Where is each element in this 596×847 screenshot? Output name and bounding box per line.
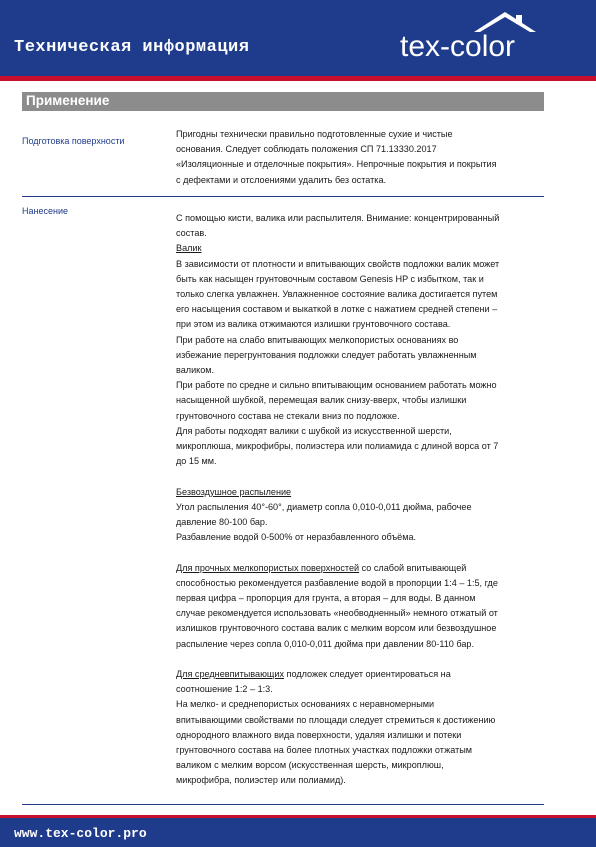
surface-prep-text: [176, 127, 546, 188]
divider: [22, 804, 544, 805]
text-line: соотношение 1:2 – 1:3.: [176, 684, 273, 695]
footer-accent-line: [0, 815, 596, 818]
text-line: С помощью кисти, валика или распылителя. Внимание: концентрированный: [176, 213, 500, 223]
divider: [22, 196, 544, 197]
text-line: грунтовочного состава не стекали вниз по подложке.: [176, 410, 400, 421]
text-line: «Изоляционные и отделочные покрытия». Непрочные покрытия и покрытия: [176, 159, 497, 170]
logo-text: tex-color: [400, 30, 516, 63]
text-line: случае рекомендуется использовать «необводненный» немного отжатый от: [176, 608, 498, 619]
label-surface-prep: Подготовка поверхности: [22, 136, 125, 146]
text-line: его насыщения составом и выкаткой в лотке с нажатием средней степени –: [176, 304, 498, 315]
page-footer: [0, 815, 596, 847]
text-line: Пригодны технически правильно подготовленные сухие и чистые: [176, 129, 453, 139]
text-line: Угол распыления 40°-60°, диаметр сопла 0,010-0,011 дюйма, рабочее: [176, 501, 472, 512]
text-line: При работе по средне и сильно впитывающим основанием работать можно: [176, 380, 497, 391]
text-line: грунтовочного состава на более плотных участках подложки отжатым: [176, 745, 473, 756]
text-line: насыщенной шубкой, перемещая валик снизу-вверх, чтобы излишки: [176, 395, 467, 406]
dense-heading: Для прочных мелкопористых поверхностей: [176, 562, 360, 573]
text-line: В зависимости от плотности и впитывающих свойств подложки валик может: [176, 258, 500, 269]
text-line: Разбавление водой 0-500% от неразбавленного объёма.: [176, 532, 417, 543]
text-line: при этом из валика отжимаются излишки грунтовочного состава.: [176, 319, 451, 330]
text-line: основания. Следует соблюдать положения СП 71.13330.2017: [176, 144, 437, 155]
text-line: состав.: [176, 228, 207, 239]
medium-heading: Для средневпитывающих: [176, 669, 285, 680]
text-line: На мелко- и среднепористых основаниях с неравномерными: [176, 699, 435, 710]
footer-website-link[interactable]: www.tex-color.pro: [14, 826, 147, 841]
text-line: впитывающими свойствами по площади следует стремиться к достижению: [176, 714, 496, 725]
text-line: однородного влажного вида поверхности, удаляя излишки и потеки: [176, 729, 462, 740]
text-line: микрофибра, полиэстер или полиамид).: [176, 775, 346, 786]
dense-surface-line: [176, 561, 546, 576]
medium-surface-line: [176, 667, 546, 682]
text-line: распыление через сопла 0,010-0,011 дюйма при давлении 80-110 бар.: [176, 638, 474, 649]
text-line: только слегка увлажнен. Увлажненное состояние валика достигается путем: [176, 289, 498, 300]
text-line: При работе на слабо впитывающих мелкопористых основаниях во: [176, 334, 459, 345]
text-line: излишков грунтовочного состава валик с мелким ворсом или безвоздушное: [176, 623, 497, 634]
text-line: валиком.: [176, 365, 215, 376]
roller-heading: Валик: [176, 243, 202, 254]
medium-line-rest: подложек следует ориентироваться на: [284, 669, 451, 680]
text-line: с дефектами и отслоениями удалить без остатка.: [176, 174, 387, 185]
text-line: до 15 мм.: [176, 456, 217, 467]
text-line: избежание перегрунтования подложки следует работать увлажненным: [176, 349, 477, 360]
dense-line-rest: со слабой впитывающей: [359, 562, 467, 573]
page-title: Техническая информация: [14, 38, 250, 57]
header-accent-line: [0, 76, 596, 81]
text-line: давление 80-100 бар.: [176, 517, 268, 528]
text-line: микроплюша, микрофибры, полиэстера или полиамида с длиной ворса от 7: [176, 441, 499, 452]
label-application: Нанесение: [22, 206, 68, 216]
tex-color-logo: [396, 12, 586, 72]
text-line: Для работы подходят валики с шубкой из искусственной шерсти,: [176, 425, 452, 436]
text-line: первая цифра – пропорция для грунта, а вторая – для воды. В данном: [176, 593, 476, 604]
text-line: быть как насыщен грунтовочным составом Genesis HP с избытком, так и: [176, 273, 484, 284]
text-line: способностью рекомендуется разбавление водой в пропорции 1:4 – 1:5, где: [176, 577, 498, 588]
application-text: [176, 211, 546, 789]
airless-heading: Безвоздушное распыление: [176, 486, 292, 497]
page-header: [0, 0, 596, 76]
section-title: Применение: [26, 93, 110, 108]
text-line: валиком с мелким ворсом (искусственная шерсть, микроплюш,: [176, 760, 444, 771]
section-header: [22, 92, 544, 111]
